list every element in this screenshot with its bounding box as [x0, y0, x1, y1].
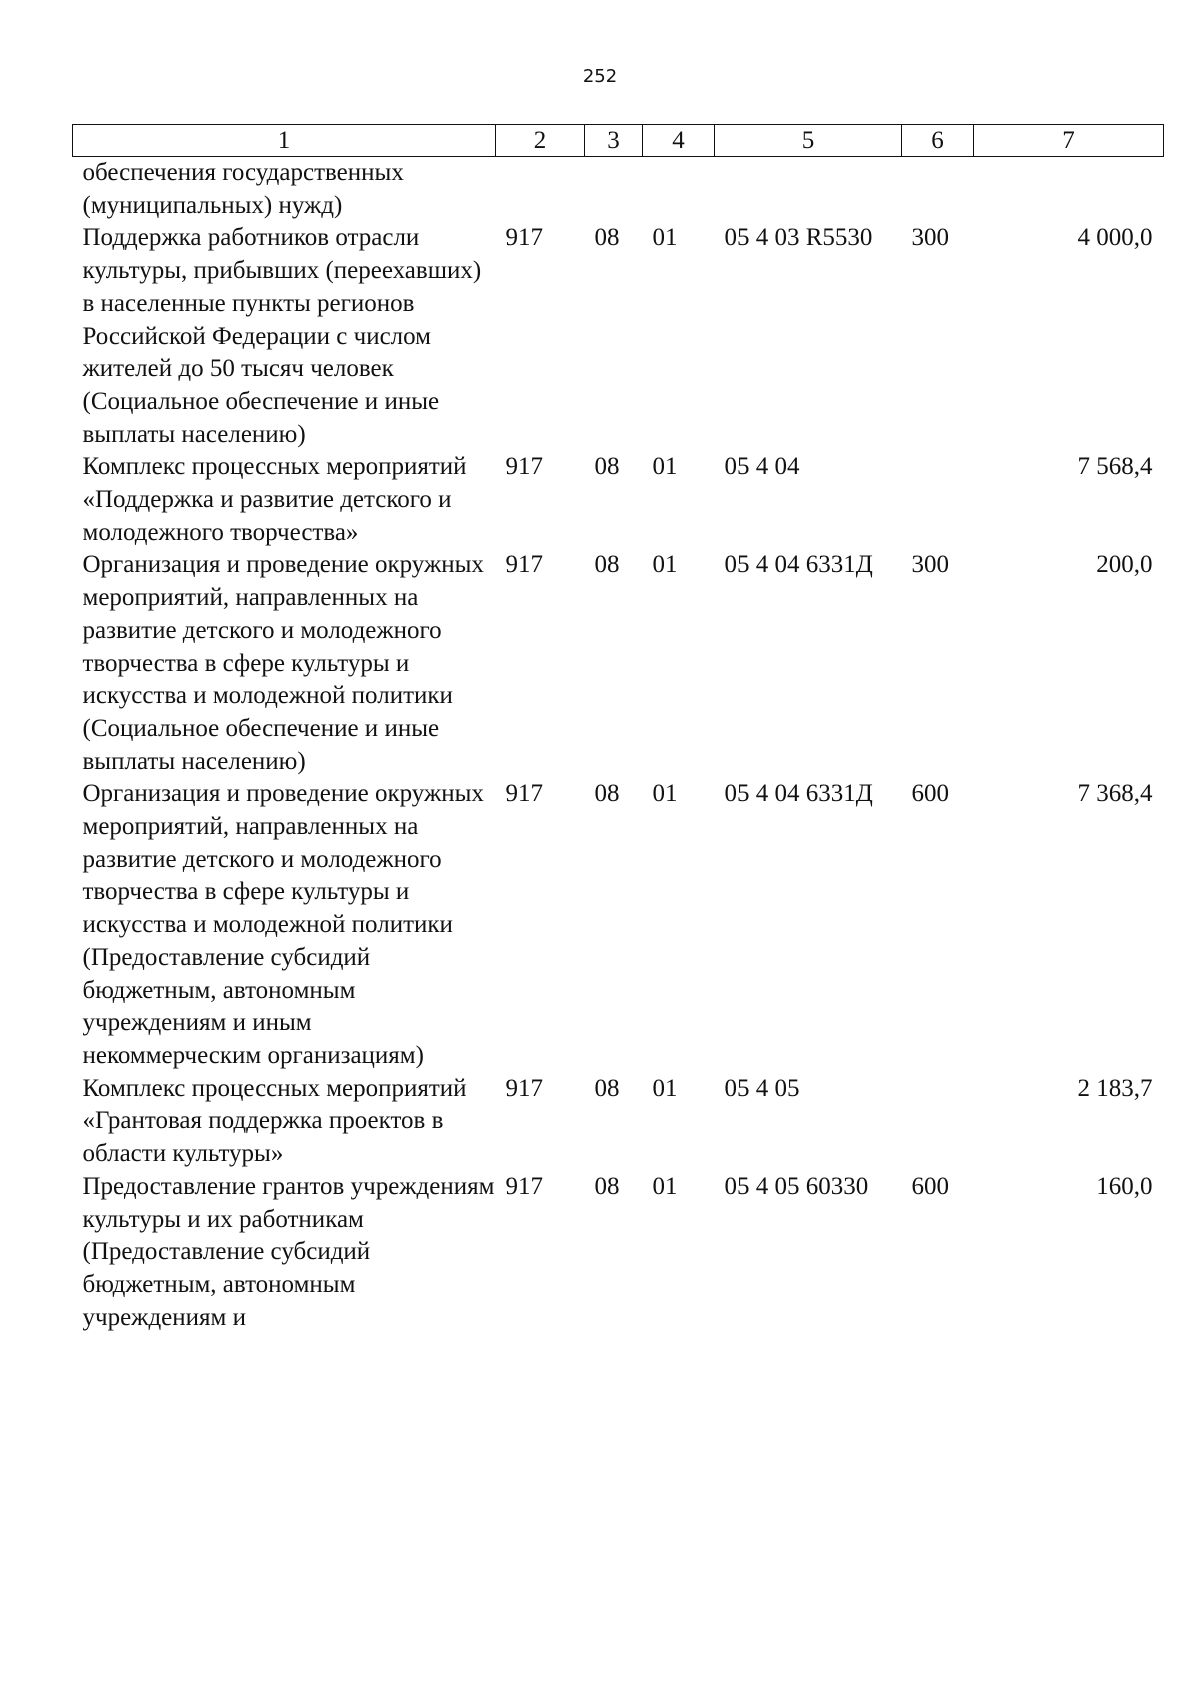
row-amount: 2 183,7	[1077, 1074, 1153, 1102]
row-section: 08	[594, 780, 620, 808]
row-amount: 7 368,4	[1077, 780, 1153, 808]
row-section: 08	[594, 551, 620, 579]
page-number: 252	[582, 66, 618, 87]
row-expense-type	[902, 157, 974, 223]
row-section: 08	[594, 224, 620, 252]
row-admin-code	[496, 157, 585, 223]
table-row	[73, 222, 1164, 451]
row-name: Организация и проведение окружных мероприятий, направленных на развитие детского и молодежного творчества в сфере культуры и искусства и молодежной политики (Социальное обеспечение и иные выплаты населению)	[82, 551, 484, 775]
row-admin-code: 917	[505, 1172, 543, 1200]
table-row	[73, 778, 1164, 1072]
table-header	[73, 125, 1164, 157]
budget-table	[72, 124, 1164, 1334]
table-row	[73, 1073, 1164, 1171]
row-admin-code: 917	[505, 1074, 543, 1102]
row-name: Поддержка работников отрасли культуры, прибывших (переехавших) в населенные пункты регионов Российской Федерации с числом жителей до 50 тысяч человек (Социальное обеспечение и иные выплаты населению)	[82, 224, 482, 448]
table-row	[73, 549, 1164, 778]
row-admin-code: 917	[505, 224, 543, 252]
row-name: Комплекс процессных мероприятий «Поддержка и развитие детского и молодежного творчества»	[82, 453, 467, 546]
row-subsection: 01	[652, 1172, 678, 1200]
table-body	[73, 157, 1164, 1335]
row-expense-type: 300	[911, 551, 949, 579]
row-target-code	[715, 157, 902, 223]
row-name: Комплекс процессных мероприятий «Грантовая поддержка проектов в области культуры»	[82, 1074, 467, 1168]
header-col-6: 6	[902, 125, 974, 157]
row-amount: 4 000,0	[1077, 224, 1153, 252]
row-subsection: 01	[652, 780, 678, 808]
row-target-code: 05 4 04 6331Д	[724, 780, 873, 808]
table-row	[73, 157, 1164, 223]
row-name: Предоставление грантов учреждениям культуры и их работникам (Предоставление субсидий бюджетным, автономным учреждениям и	[82, 1172, 495, 1331]
row-name: обеспечения государственных (муниципальных) нужд)	[82, 159, 404, 219]
header-col-3: 3	[585, 125, 643, 157]
row-expense-type: 300	[911, 224, 949, 252]
header-col-1: 1	[73, 125, 496, 157]
row-target-code: 05 4 04 6331Д	[724, 551, 873, 579]
header-col-5: 5	[715, 125, 902, 157]
header-col-7: 7	[974, 125, 1164, 157]
row-amount: 7 568,4	[1077, 453, 1153, 481]
row-target-code: 05 4 04	[724, 453, 800, 481]
row-subsection: 01	[652, 224, 678, 252]
row-amount: 160,0	[1096, 1172, 1153, 1200]
row-amount	[974, 157, 1164, 223]
row-subsection	[643, 157, 715, 223]
row-target-code: 05 4 05	[724, 1074, 800, 1102]
row-expense-type	[902, 1073, 974, 1171]
table-row	[73, 451, 1164, 549]
row-target-code: 05 4 05 60330	[724, 1172, 869, 1200]
row-subsection: 01	[652, 453, 678, 481]
header-col-4: 4	[643, 125, 715, 157]
row-expense-type: 600	[911, 780, 949, 808]
row-admin-code: 917	[505, 551, 543, 579]
row-admin-code: 917	[505, 780, 543, 808]
header-row	[73, 125, 1164, 157]
row-admin-code: 917	[505, 453, 543, 481]
row-section	[585, 157, 643, 223]
header-col-2: 2	[496, 125, 585, 157]
row-name: Организация и проведение окружных мероприятий, направленных на развитие детского и молодежного творчества в сфере культуры и искусства и молодежной политики (Предоставление субсидий бюджетным, автономным учреждениям и иным некоммерческим организациям)	[82, 780, 484, 1069]
table-row	[73, 1171, 1164, 1335]
row-expense-type	[902, 451, 974, 549]
row-amount: 200,0	[1096, 551, 1153, 579]
row-section: 08	[594, 453, 620, 481]
row-section: 08	[594, 1074, 620, 1102]
row-subsection: 01	[652, 551, 678, 579]
row-target-code: 05 4 03 R5530	[724, 224, 873, 252]
row-subsection: 01	[652, 1074, 678, 1102]
row-section: 08	[594, 1172, 620, 1200]
row-expense-type: 600	[911, 1172, 949, 1200]
